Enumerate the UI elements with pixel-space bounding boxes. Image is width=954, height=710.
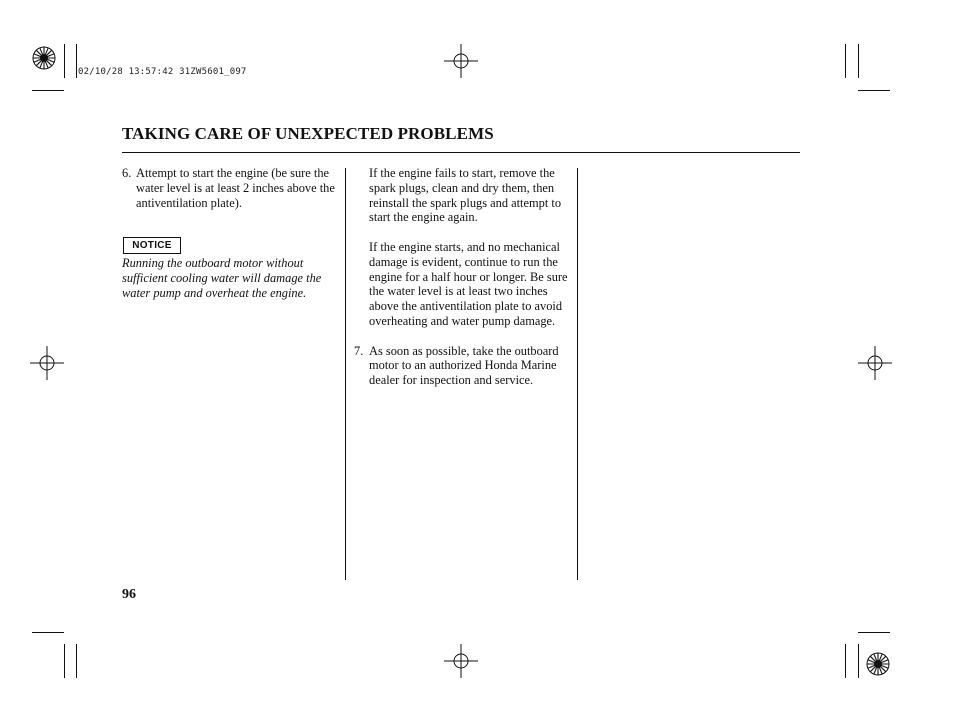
step-7: [354, 344, 568, 388]
step-text: As soon as possible, take the outboard motor to an authorized Honda Marine dealer for inspection and service.: [369, 343, 559, 388]
step-6: [122, 166, 338, 210]
crosshair-top-icon: [444, 44, 478, 78]
registration-target-bottom-right-icon: [866, 652, 890, 676]
crosshair-right-icon: [858, 346, 892, 380]
crop-mark: [64, 644, 65, 678]
notice-label: NOTICE: [123, 237, 181, 254]
crop-mark: [858, 90, 890, 91]
paragraph: If the engine starts, and no mechanical damage is evident, continue to run the engine for a half hour or longer. Be sure the water level is at least two inches above the antiventilation plate to avoid overheating and water pump damage.: [369, 239, 568, 328]
page-title: TAKING CARE OF UNEXPECTED PROBLEMS: [122, 124, 494, 143]
notice-text: Running the outboard motor without sufficient cooling water will damage the water pump and overheat the engine.: [122, 256, 322, 300]
crop-mark: [64, 44, 65, 78]
crop-mark: [858, 644, 859, 678]
step-number: 6.: [122, 166, 132, 180]
crop-mark: [32, 632, 64, 633]
crop-mark: [858, 44, 859, 78]
print-slug: 02/10/28 13:57:42 31ZW5601_097: [78, 67, 247, 77]
step-text: Attempt to start the engine (be sure the water level is at least 2 inches above the antiventilation plate).: [136, 166, 335, 210]
crop-mark: [32, 90, 64, 91]
step-number: 7.: [354, 343, 364, 358]
crop-mark: [845, 644, 846, 678]
crop-mark: [76, 44, 77, 78]
crop-mark: [76, 644, 77, 678]
left-column: [122, 166, 338, 210]
crosshair-left-icon: [30, 346, 64, 380]
crosshair-bottom-icon: [444, 644, 478, 678]
crop-mark: [845, 44, 846, 78]
column-divider: [577, 168, 578, 580]
paragraph: If the engine fails to start, remove the spark plugs, clean and dry them, then reinstall the spark plugs and attempt to start the engine again.: [369, 166, 562, 225]
middle-column: [354, 166, 568, 388]
crop-mark: [858, 632, 890, 633]
registration-target-top-left-icon: [32, 46, 56, 70]
title-rule: [122, 152, 800, 153]
page-number: 96: [122, 587, 136, 602]
column-divider: [345, 168, 346, 580]
